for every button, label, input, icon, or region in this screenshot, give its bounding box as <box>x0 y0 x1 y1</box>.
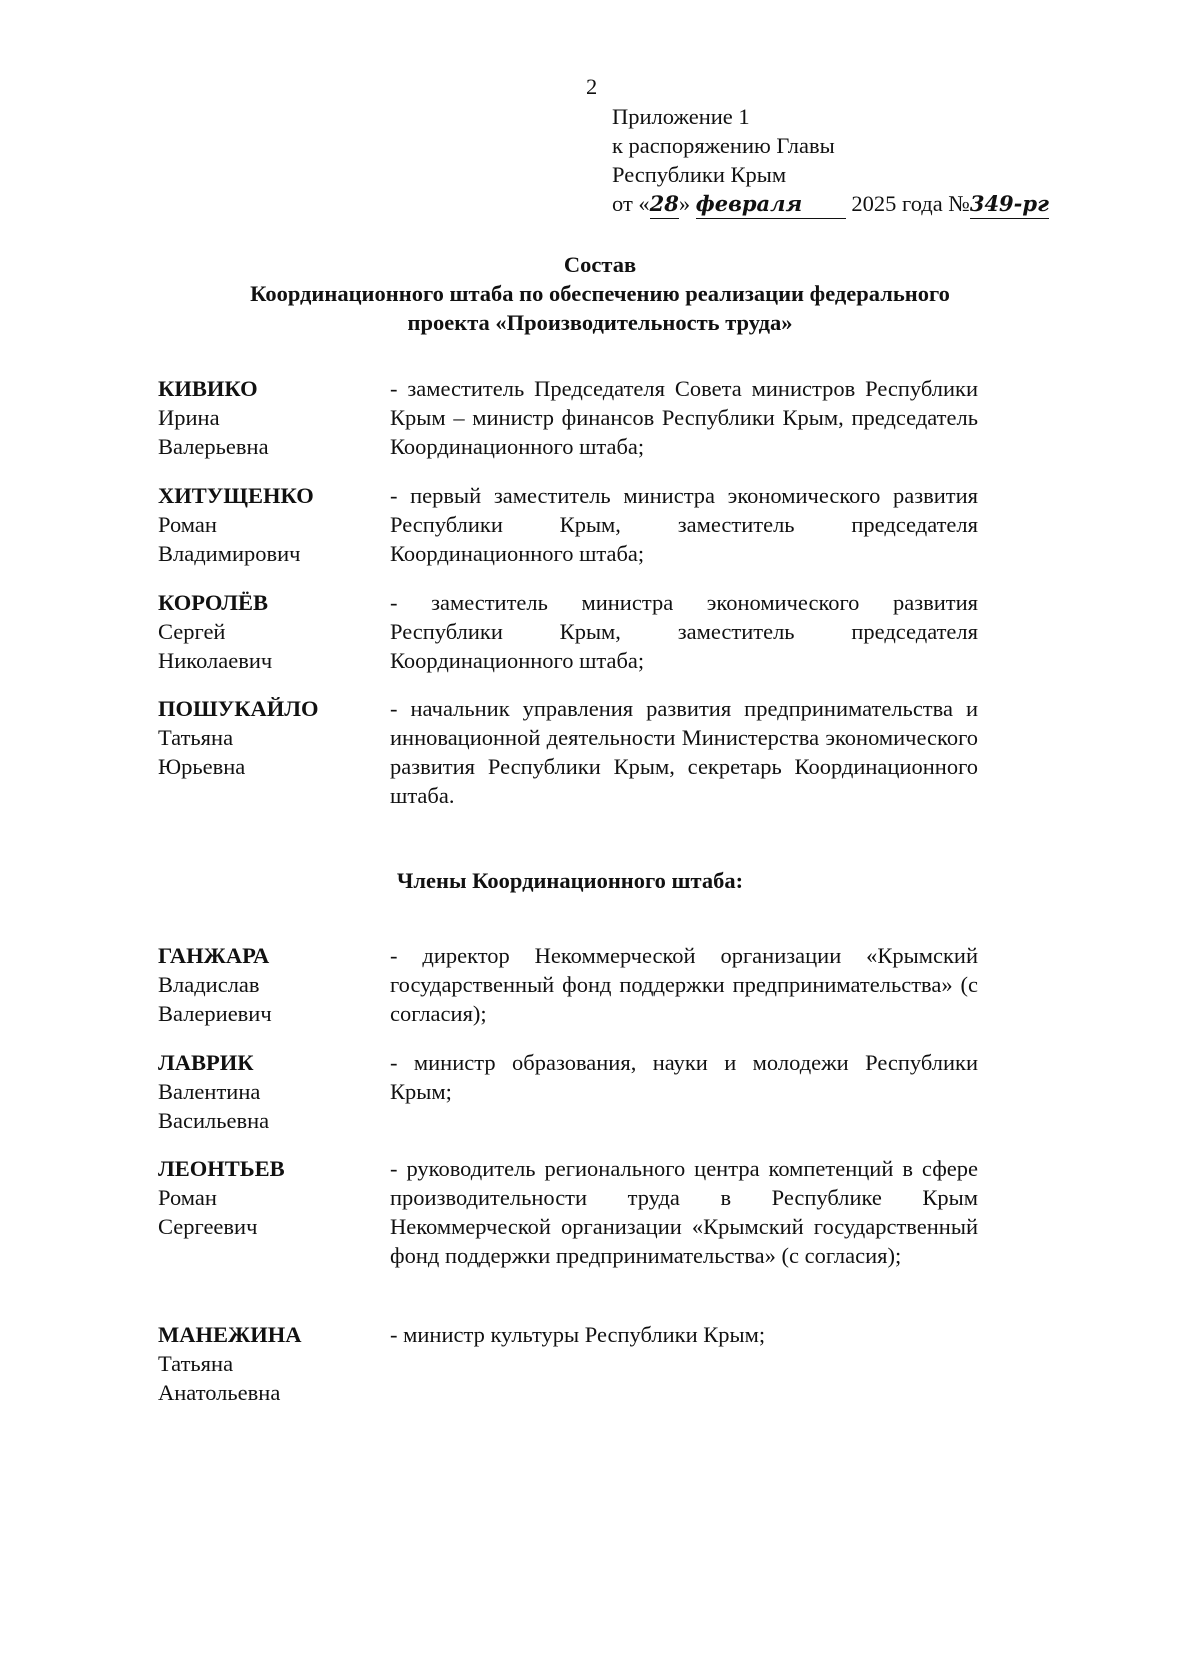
role-description: - руководитель регионального центра компетенций в сфере производительности труда в Республике Крым Некоммерческой организации «Крымский государственный фонд поддержки предпринимательства» (с согласия); <box>390 1156 978 1268</box>
appendix-line: к распоряжению Главы <box>612 133 835 158</box>
handwritten-month: февраля <box>696 189 846 219</box>
role-description: - первый заместитель министра экономического развития Республики Крым, заместитель председателя Координационного штаба; <box>390 483 978 566</box>
appendix-header <box>612 102 1049 219</box>
role-description: - директор Некоммерческой организации «Крымский государственный фонд поддержки предпринимательства» (с согласия); <box>390 943 978 1026</box>
role-description: - заместитель Председателя Совета министров Республики Крым – министр финансов Республики Крым, председатель Координационного штаба; <box>390 376 978 459</box>
role-description: - заместитель министра экономического развития Республики Крым, заместитель председателя Координационного штаба; <box>390 590 978 673</box>
handwritten-number: 349-рг <box>970 189 1049 219</box>
page-number: 2 <box>586 74 598 99</box>
role-description: - министр образования, науки и молодежи Республики Крым; <box>390 1050 978 1104</box>
appendix-line: Приложение 1 <box>612 104 750 129</box>
appendix-line: Республики Крым <box>612 162 787 187</box>
appendix-date-line: от «28» февраля 2025 года №349-рг <box>612 189 1049 219</box>
document-title: Состав Координационного штаба по обеспечению реализации федерального проекта «Производительность труда» <box>250 252 950 335</box>
handwritten-day: 28 <box>650 189 679 219</box>
role-description: - начальник управления развития предпринимательства и инновационной деятельности Министерства экономического развития Республики Крым, секретарь Координационного штаба. <box>390 696 978 808</box>
members-heading: Члены Координационного штаба: <box>396 868 744 893</box>
role-description: - министр культуры Республики Крым; <box>390 1322 766 1347</box>
